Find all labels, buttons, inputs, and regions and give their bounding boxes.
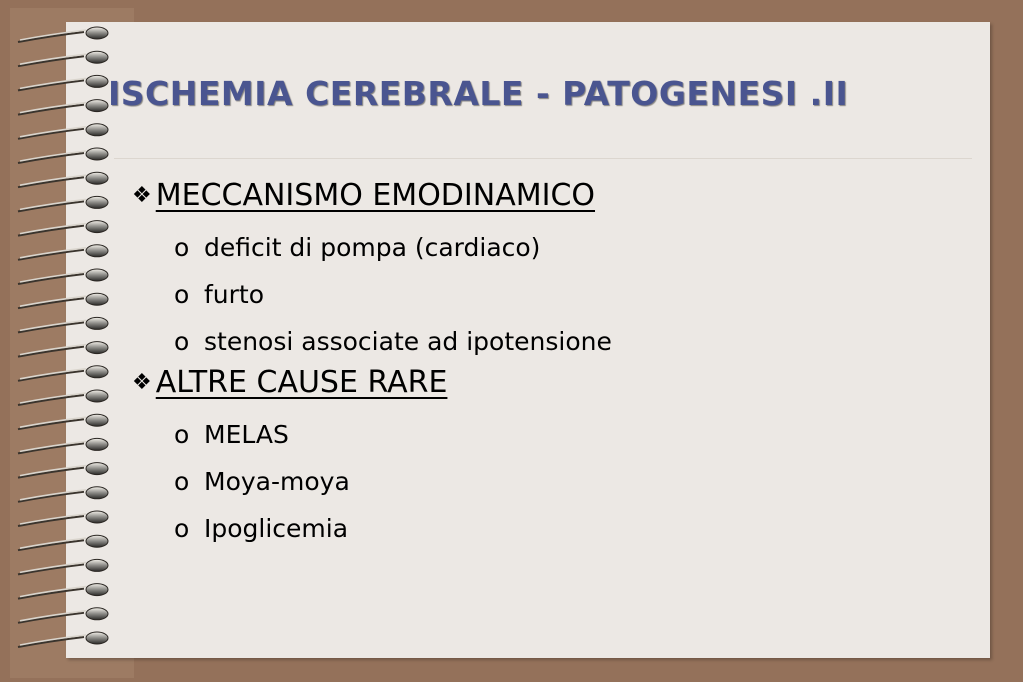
diamond-bullet-icon: ❖ <box>132 370 152 395</box>
spiral-ring <box>18 438 108 453</box>
spiral-ring <box>18 584 108 599</box>
spiral-ring <box>18 608 108 623</box>
spiral-binding-icon <box>0 0 120 682</box>
spiral-ring <box>18 342 108 357</box>
spiral-ring <box>18 535 108 550</box>
section-altre-cause <box>132 365 972 552</box>
list-item-text: Ipoglicemia <box>204 514 349 543</box>
list-item <box>174 318 972 365</box>
section-list <box>174 411 972 552</box>
diamond-bullet-icon: ❖ <box>132 183 152 208</box>
list-marker: o <box>174 467 190 496</box>
list-item-text: stenosi associate ad ipotensione <box>204 327 612 356</box>
spiral-ring <box>18 390 108 405</box>
spiral-ring <box>18 100 108 115</box>
spiral-ring <box>18 293 108 308</box>
spiral-ring <box>18 511 108 526</box>
section-emodinamico <box>132 178 972 365</box>
spiral-ring <box>18 245 108 260</box>
list-marker: o <box>174 233 190 262</box>
spiral-ring <box>18 414 108 429</box>
spiral-ring <box>18 221 108 236</box>
section-heading <box>132 365 972 411</box>
list-marker: o <box>174 420 190 449</box>
spiral-ring <box>18 75 108 90</box>
list-item-text: MELAS <box>204 420 289 449</box>
list-marker: o <box>174 327 190 356</box>
spiral-ring <box>18 559 108 574</box>
spiral-ring <box>18 487 108 502</box>
spiral-ring <box>18 269 108 284</box>
slide-title: ISCHEMIA CEREBRALE - PATOGENESI .II <box>108 74 849 113</box>
list-item <box>174 505 972 552</box>
spiral-ring <box>18 172 108 187</box>
spiral-ring <box>18 196 108 211</box>
section-heading-text: MECCANISMO EMODINAMICO <box>155 178 596 213</box>
spiral-ring <box>18 632 108 647</box>
section-heading-text: ALTRE CAUSE RARE <box>155 365 448 400</box>
section-heading <box>132 178 972 224</box>
spiral-ring <box>18 51 108 66</box>
spiral-ring <box>18 124 108 139</box>
list-item <box>174 271 972 318</box>
spiral-ring <box>18 366 108 381</box>
list-item-text: Moya-moya <box>204 467 350 496</box>
section-list <box>174 224 972 365</box>
list-item-text: deficit di pompa (cardiaco) <box>204 233 541 262</box>
title-divider <box>114 158 972 159</box>
list-item <box>174 458 972 505</box>
slide-content <box>132 178 972 552</box>
list-marker: o <box>174 514 190 543</box>
list-item-text: furto <box>204 280 265 309</box>
spiral-ring <box>18 148 108 163</box>
spiral-ring <box>18 463 108 478</box>
list-marker: o <box>174 280 190 309</box>
list-item <box>174 224 972 271</box>
spiral-ring <box>18 317 108 332</box>
spiral-ring <box>18 27 108 42</box>
list-item <box>174 411 972 458</box>
